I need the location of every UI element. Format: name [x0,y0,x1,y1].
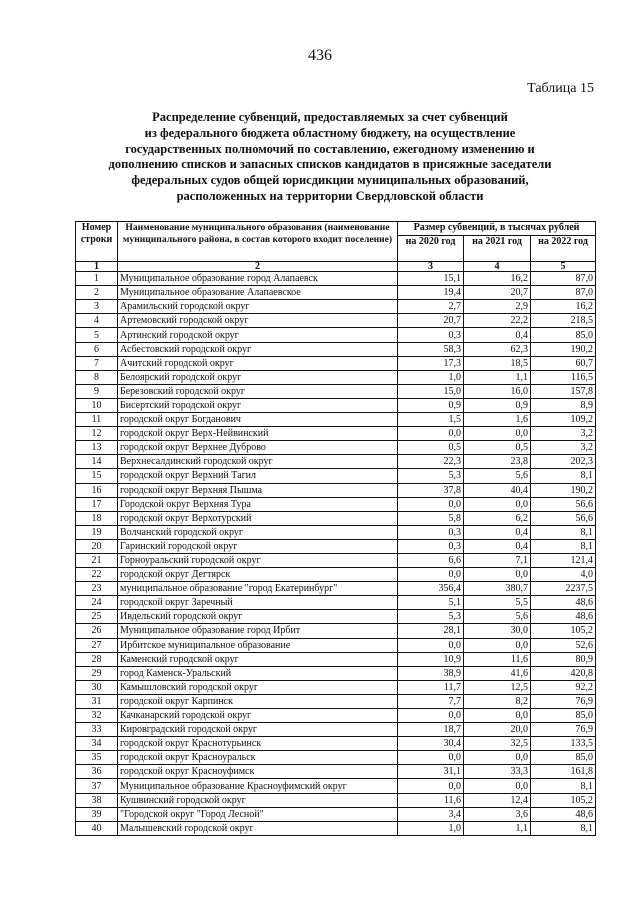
row-number: 30 [76,680,118,694]
amount-2020: 38,9 [398,666,464,680]
amount-2021: 0,0 [464,497,531,511]
amount-2022: 48,6 [531,610,596,624]
amount-2020: 1,5 [398,413,464,427]
amount-2021: 0,4 [464,539,531,553]
row-number: 2 [76,286,118,300]
municipality-name: Волчанский городской округ [118,525,398,539]
municipality-name: городской округ Верхний Тагил [118,469,398,483]
table-row [76,553,596,567]
municipality-name: Ирбитское муниципальное образование [118,638,398,652]
amount-2021: 3,6 [464,807,531,821]
amount-2022: 87,0 [531,272,596,286]
column-index-row [76,262,596,272]
header-2021: на 2021 год [464,236,531,262]
amount-2022: 105,2 [531,624,596,638]
row-number: 13 [76,441,118,455]
municipality-name: городской округ Красноуфимск [118,765,398,779]
table-row [76,441,596,455]
municipality-name: городской округ Верхняя Пышма [118,483,398,497]
row-number: 1 [76,272,118,286]
municipality-name: Артемовский городской округ [118,314,398,328]
amount-2021: 8,2 [464,694,531,708]
municipality-name: Артинский городской округ [118,328,398,342]
amount-2021: 20,7 [464,286,531,300]
table-row [76,709,596,723]
amount-2021: 2,9 [464,300,531,314]
municipality-name: Бисертский городской округ [118,398,398,412]
table-row [76,652,596,666]
amount-2020: 5,3 [398,469,464,483]
amount-2020: 15,1 [398,272,464,286]
municipality-name: Березовский городской округ [118,384,398,398]
amount-2021: 33,3 [464,765,531,779]
row-number: 3 [76,300,118,314]
municipality-name: Муниципальное образование Красноуфимский округ [118,779,398,793]
amount-2022: 8,1 [531,821,596,835]
amount-2021: 0,0 [464,638,531,652]
amount-2021: 0,4 [464,328,531,342]
amount-2022: 116,5 [531,370,596,384]
amount-2022: 60,7 [531,356,596,370]
municipality-name: Верхнесалдинский городской округ [118,455,398,469]
amount-2022: 80,9 [531,652,596,666]
table-row [76,356,596,370]
table-row [76,511,596,525]
amount-2020: 356,4 [398,582,464,596]
amount-2020: 0,3 [398,525,464,539]
amount-2021: 22,2 [464,314,531,328]
table-row [76,314,596,328]
amount-2021: 5,6 [464,610,531,624]
amount-2021: 30,0 [464,624,531,638]
municipality-name: Арамильский городской округ [118,300,398,314]
municipality-name: городской округ Богданович [118,413,398,427]
amount-2022: 161,8 [531,765,596,779]
amount-2021: 41,6 [464,666,531,680]
amount-2021: 0,9 [464,398,531,412]
amount-2021: 5,5 [464,596,531,610]
row-number: 11 [76,413,118,427]
column-index: 4 [464,262,531,272]
row-number: 20 [76,539,118,553]
amount-2020: 0,3 [398,539,464,553]
amount-2022: 105,2 [531,793,596,807]
amount-2021: 5,6 [464,469,531,483]
amount-2021: 0,0 [464,709,531,723]
table-row [76,610,596,624]
amount-2021: 18,5 [464,356,531,370]
amount-2022: 52,6 [531,638,596,652]
amount-2021: 16,0 [464,384,531,398]
amount-2020: 37,8 [398,483,464,497]
amount-2022: 121,4 [531,553,596,567]
table-row [76,723,596,737]
amount-2021: 1,6 [464,413,531,427]
municipality-name: Гаринский городской округ [118,539,398,553]
amount-2021: 12,5 [464,680,531,694]
row-number: 36 [76,765,118,779]
row-number: 6 [76,342,118,356]
amount-2021: 40,4 [464,483,531,497]
row-number: 29 [76,666,118,680]
municipality-name: "Городской округ "Город Лесной" [118,807,398,821]
amount-2020: 18,7 [398,723,464,737]
amount-2020: 22,3 [398,455,464,469]
row-number: 33 [76,723,118,737]
table-row [76,596,596,610]
amount-2022: 3,2 [531,427,596,441]
table-row [76,779,596,793]
row-number: 32 [76,709,118,723]
table-row [76,807,596,821]
amount-2020: 28,1 [398,624,464,638]
amount-2022: 133,5 [531,737,596,751]
row-number: 35 [76,751,118,765]
amount-2022: 85,0 [531,328,596,342]
amount-2022: 92,2 [531,680,596,694]
title-line: дополнению списков и запасных списков кандидатов в присяжные заседатели [108,157,552,172]
row-number: 10 [76,398,118,412]
row-number: 40 [76,821,118,835]
amount-2022: 8,9 [531,398,596,412]
amount-2022: 48,6 [531,596,596,610]
table-row [76,680,596,694]
table-row [76,398,596,412]
amount-2021: 1,1 [464,821,531,835]
row-number: 22 [76,568,118,582]
municipality-name: городской округ Красноуральск [118,751,398,765]
amount-2020: 11,7 [398,680,464,694]
header-2022: на 2022 год [531,236,596,262]
amount-2021: 23,8 [464,455,531,469]
amount-2020: 30,4 [398,737,464,751]
row-number: 27 [76,638,118,652]
table-row [76,666,596,680]
amount-2022: 190,2 [531,342,596,356]
amount-2021: 1,1 [464,370,531,384]
table-row [76,455,596,469]
table-row [76,525,596,539]
amount-2020: 10,9 [398,652,464,666]
amount-2020: 0,0 [398,779,464,793]
amount-2021: 0,5 [464,441,531,455]
table-row [76,272,596,286]
row-number: 5 [76,328,118,342]
table-row [76,751,596,765]
municipality-name: городской округ Краснотурьинск [118,737,398,751]
amount-2020: 0,0 [398,497,464,511]
row-number: 31 [76,694,118,708]
table-row [76,483,596,497]
amount-2021: 16,2 [464,272,531,286]
table-row [76,793,596,807]
municipality-name: Муниципальное образование Алапаевское [118,286,398,300]
header-name: Наименование муниципального образования (наименование муниципального района, в состав которого входит поселение) [118,222,398,262]
amount-2022: 109,2 [531,413,596,427]
header-2020: на 2020 год [398,236,464,262]
table-row [76,469,596,483]
amount-2022: 420,8 [531,666,596,680]
municipality-name: Кировградский городской округ [118,723,398,737]
amount-2020: 0,0 [398,709,464,723]
amount-2022: 48,6 [531,807,596,821]
municipality-name: городской округ Верх-Нейвинский [118,427,398,441]
amount-2020: 3,4 [398,807,464,821]
amount-2021: 0,0 [464,427,531,441]
row-number: 37 [76,779,118,793]
amount-2020: 31,1 [398,765,464,779]
amount-2020: 11,6 [398,793,464,807]
row-number: 9 [76,384,118,398]
amount-2020: 5,8 [398,511,464,525]
municipality-name: Городской округ Верхняя Тура [118,497,398,511]
column-index: 1 [76,262,118,272]
municipality-name: Каменский городской округ [118,652,398,666]
amount-2020: 1,0 [398,821,464,835]
table-body [76,272,596,836]
municipality-name: Кушвинский городской округ [118,793,398,807]
row-number: 28 [76,652,118,666]
amount-2020: 0,9 [398,398,464,412]
amount-2022: 8,1 [531,539,596,553]
amount-2020: 1,0 [398,370,464,384]
amount-2022: 202,3 [531,455,596,469]
amount-2021: 380,7 [464,582,531,596]
amount-2022: 76,9 [531,694,596,708]
table-row [76,328,596,342]
amount-2022: 87,0 [531,286,596,300]
amount-2022: 16,2 [531,300,596,314]
column-index: 5 [531,262,596,272]
amount-2021: 32,5 [464,737,531,751]
municipality-name: городской округ Верхнее Дуброво [118,441,398,455]
amount-2022: 3,2 [531,441,596,455]
amount-2020: 0,0 [398,751,464,765]
municipality-name: муниципальное образование "город Екатеринбург" [118,582,398,596]
amount-2022: 85,0 [531,751,596,765]
amount-2022: 4,0 [531,568,596,582]
row-number: 26 [76,624,118,638]
row-number: 4 [76,314,118,328]
municipality-name: городской округ Верхотурский [118,511,398,525]
amount-2020: 19,4 [398,286,464,300]
amount-2021: 6,2 [464,511,531,525]
table-row [76,384,596,398]
table-row [76,568,596,582]
amount-2020: 7,7 [398,694,464,708]
amount-2020: 0,5 [398,441,464,455]
amount-2022: 8,1 [531,525,596,539]
amount-2020: 0,0 [398,568,464,582]
amount-2022: 157,8 [531,384,596,398]
amount-2020: 5,1 [398,596,464,610]
amount-2022: 76,9 [531,723,596,737]
row-number: 18 [76,511,118,525]
municipality-name: Горноуральский городской округ [118,553,398,567]
table-row [76,286,596,300]
page-number: 436 [308,47,332,64]
subsidy-table [75,221,596,836]
row-number: 8 [76,370,118,384]
title-line: расположенных на территории Свердловской области [176,188,484,203]
table-row [76,413,596,427]
row-number: 15 [76,469,118,483]
table-row [76,539,596,553]
table-row [76,737,596,751]
amount-2021: 0,0 [464,568,531,582]
table-row [76,370,596,384]
municipality-name: Малышевский городской округ [118,821,398,835]
municipality-name: городской округ Дегтярск [118,568,398,582]
amount-2020: 0,3 [398,328,464,342]
row-number: 39 [76,807,118,821]
amount-2021: 12,4 [464,793,531,807]
municipality-name: Муниципальное образование город Алапаевск [118,272,398,286]
amount-2022: 190,2 [531,483,596,497]
header-number: Номер строки [76,222,118,262]
municipality-name: Асбестовский городской округ [118,342,398,356]
amount-2020: 17,3 [398,356,464,370]
municipality-name: город Каменск-Уральский [118,666,398,680]
amount-2022: 2237,5 [531,582,596,596]
municipality-name: городской округ Карпинск [118,694,398,708]
table-row [76,694,596,708]
row-number: 21 [76,553,118,567]
amount-2020: 20,7 [398,314,464,328]
row-number: 23 [76,582,118,596]
table-row [76,342,596,356]
table-row [76,427,596,441]
row-number: 25 [76,610,118,624]
municipality-name: Муниципальное образование город Ирбит [118,624,398,638]
amount-2021: 11,6 [464,652,531,666]
row-number: 19 [76,525,118,539]
row-number: 14 [76,455,118,469]
title-line: государственных полномочий по составлению, ежегодному изменению и [125,141,535,156]
table-row [76,300,596,314]
amount-2021: 62,3 [464,342,531,356]
title-line: федеральных судов общей юрисдикции муниципальных образований, [131,173,529,188]
table-row [76,497,596,511]
row-number: 38 [76,793,118,807]
column-index: 2 [118,262,398,272]
row-number: 16 [76,483,118,497]
amount-2020: 2,7 [398,300,464,314]
column-index: 3 [398,262,464,272]
municipality-name: Белоярский городской округ [118,370,398,384]
title-line: Распределение субвенций, предоставляемых за счет субвенций [152,110,508,124]
table-label: Таблица 15 [527,81,594,96]
amount-2020: 6,6 [398,553,464,567]
amount-2022: 56,6 [531,497,596,511]
row-number: 7 [76,356,118,370]
municipality-name: городской округ Заречный [118,596,398,610]
amount-2020: 0,0 [398,427,464,441]
header-amount-group: Размер субвенций, в тысячах рублей [398,222,596,236]
municipality-name: Камышловский городской округ [118,680,398,694]
amount-2022: 8,1 [531,779,596,793]
table-row [76,821,596,835]
amount-2022: 56,6 [531,511,596,525]
amount-2020: 58,3 [398,342,464,356]
municipality-name: Качканарский городской округ [118,709,398,723]
amount-2021: 7,1 [464,553,531,567]
amount-2020: 5,3 [398,610,464,624]
row-number: 24 [76,596,118,610]
row-number: 34 [76,737,118,751]
row-number: 12 [76,427,118,441]
municipality-name: Ачитский городской округ [118,356,398,370]
amount-2020: 0,0 [398,638,464,652]
title-line: из федерального бюджета областному бюджету, на осуществление [144,125,516,140]
amount-2021: 0,0 [464,751,531,765]
amount-2021: 0,4 [464,525,531,539]
amount-2021: 0,0 [464,779,531,793]
table-row [76,582,596,596]
row-number: 17 [76,497,118,511]
table-row [76,765,596,779]
amount-2021: 20,0 [464,723,531,737]
table-row [76,624,596,638]
amount-2022: 8,1 [531,469,596,483]
table-row [76,638,596,652]
amount-2020: 15,0 [398,384,464,398]
municipality-name: Ивдельский городской округ [118,610,398,624]
amount-2022: 85,0 [531,709,596,723]
amount-2022: 218,5 [531,314,596,328]
document-title [60,110,600,205]
